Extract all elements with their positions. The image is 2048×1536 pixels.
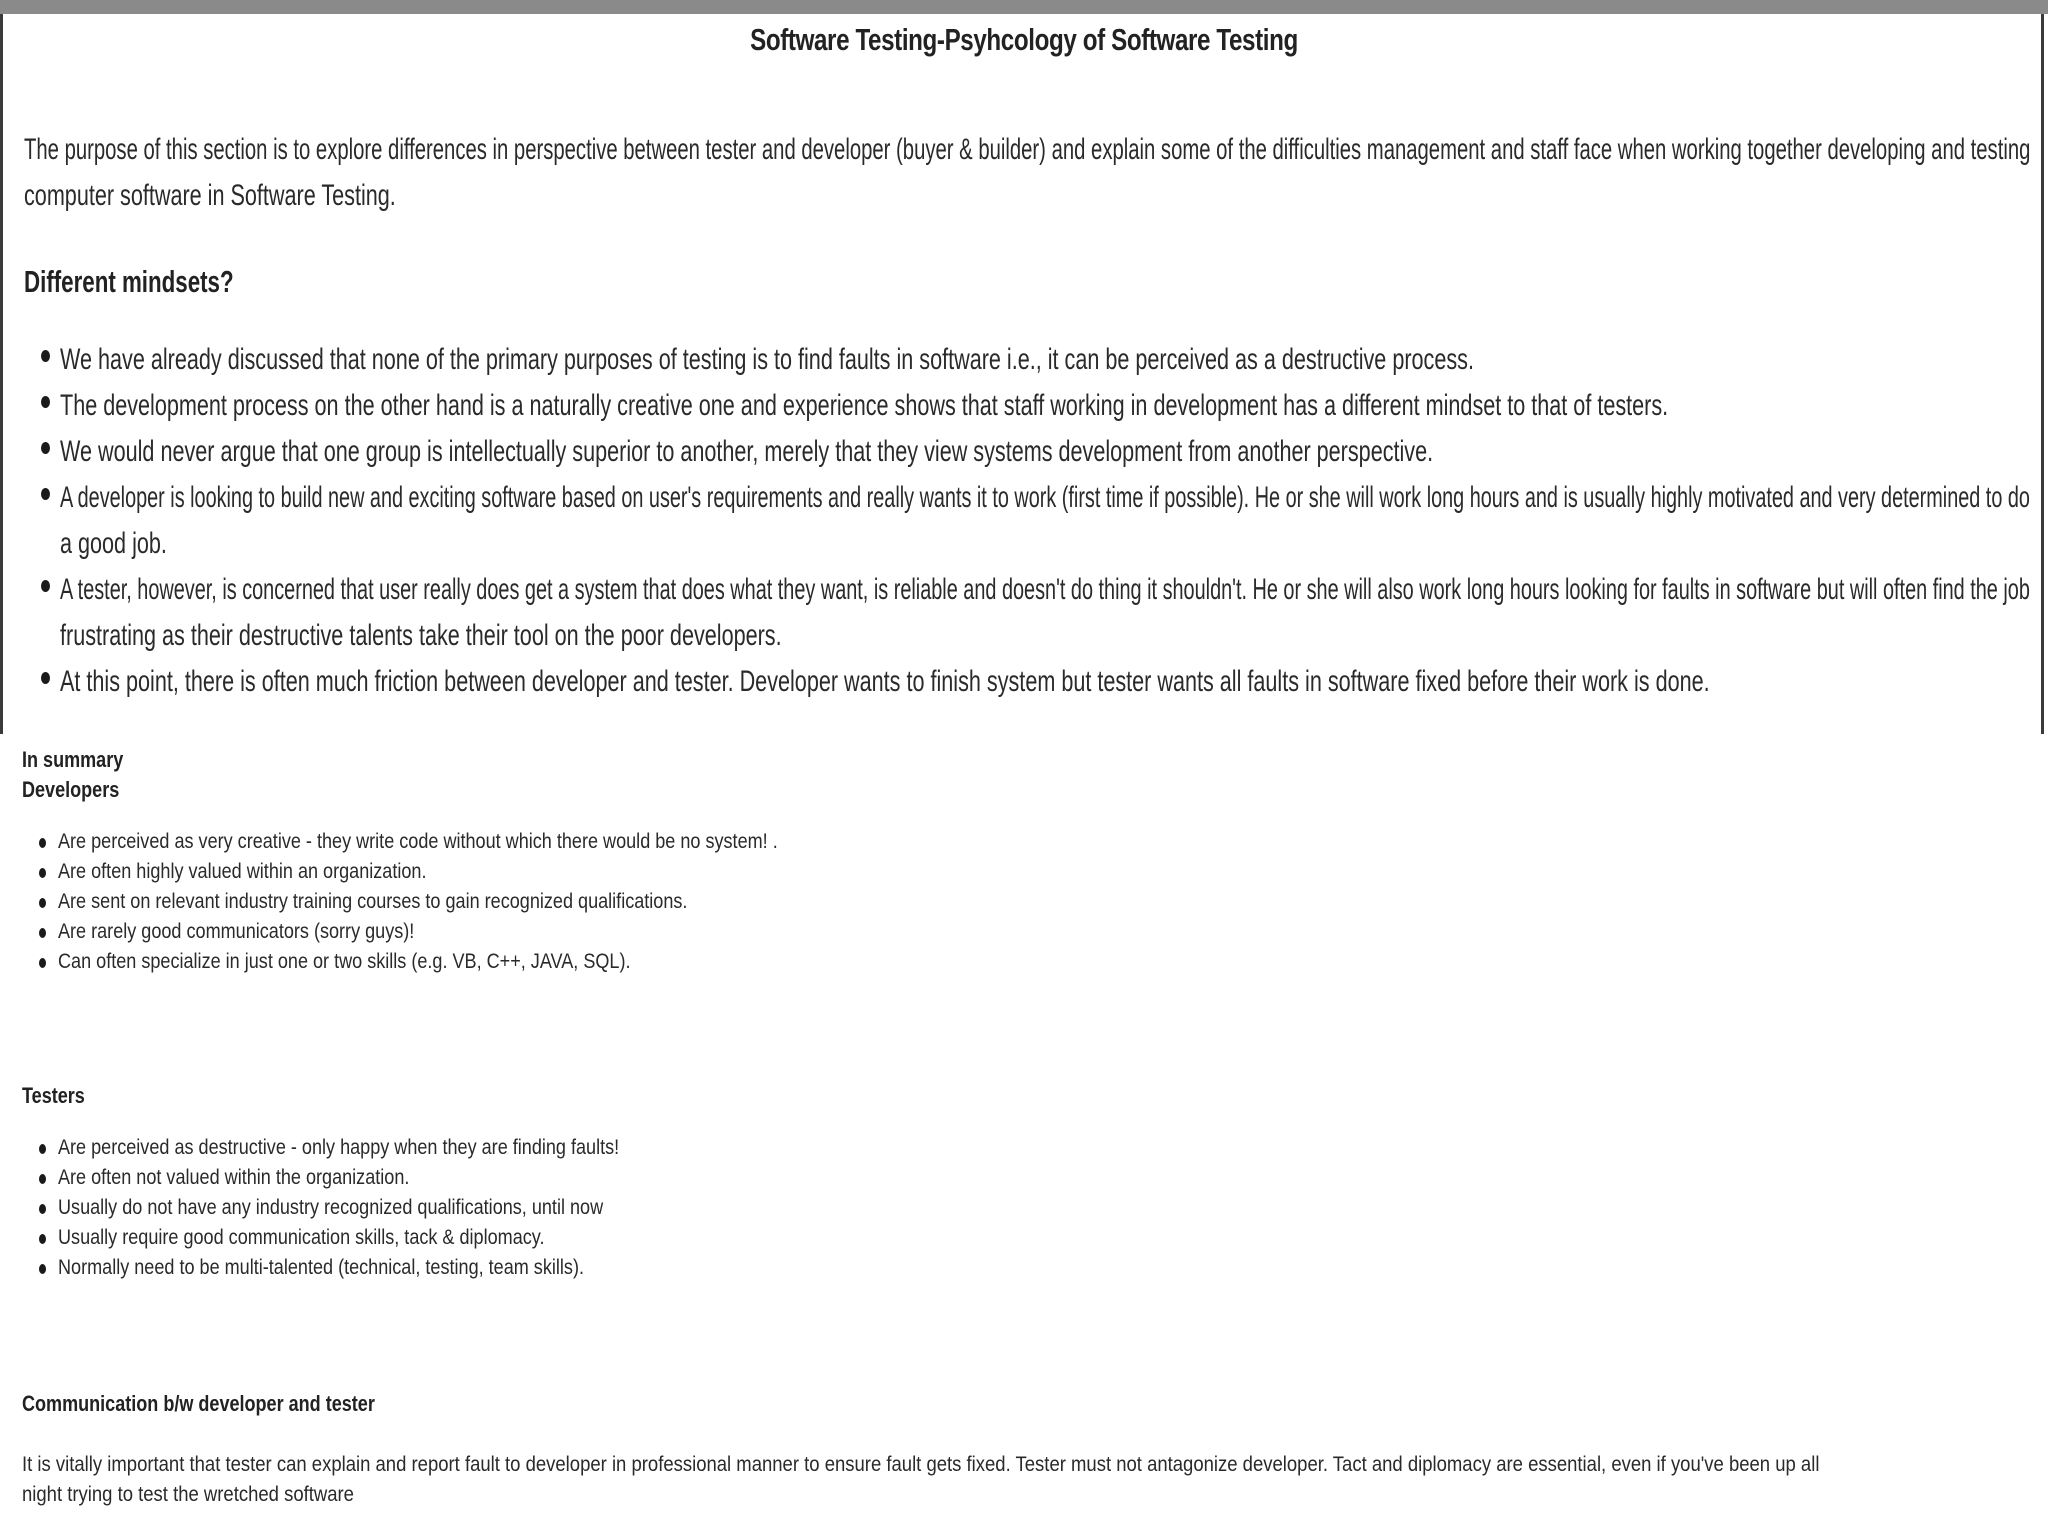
bullet-icon bbox=[39, 838, 46, 848]
window-top-bar bbox=[0, 0, 2048, 14]
list-item-text-cont: a good job. bbox=[60, 527, 167, 560]
list-item-text: Usually require good communication skills, tack & diplomacy. bbox=[58, 1226, 545, 1249]
list-item-text: Usually do not have any industry recognized qualifications, until now bbox=[58, 1196, 604, 1219]
bullet-icon bbox=[39, 1204, 46, 1214]
list-item-text: A tester, however, is concerned that user really does get a system that does what they want, is reliable and doesn't do thing it shouldn't. He or she will also work long hours looking for faults in software but will often find the job bbox=[60, 573, 2030, 606]
bullet-icon bbox=[39, 958, 46, 968]
bullet-icon bbox=[39, 928, 46, 938]
list-item-text: Are perceived as destructive - only happy when they are finding faults! bbox=[58, 1136, 620, 1159]
bullet-icon bbox=[39, 1144, 46, 1154]
bullet-icon bbox=[39, 1234, 46, 1244]
communication-line-2: night trying to test the wretched software bbox=[22, 1482, 354, 1506]
bullet-icon bbox=[41, 488, 50, 500]
communication-line-1: It is vitally important that tester can explain and report fault to developer in professional manner to ensure fault gets fixed. Tester must not antagonize developer. Tact and diplomacy are essential, even if you've been up all bbox=[22, 1452, 1820, 1476]
list-item-text: Are sent on relevant industry training courses to gain recognized qualifications. bbox=[58, 890, 688, 913]
list-item-text: Can often specialize in just one or two skills (e.g. VB, C++, JAVA, SQL). bbox=[58, 950, 631, 973]
communication-heading: Communication b/w developer and tester bbox=[22, 1391, 375, 1416]
summary-heading: In summary bbox=[22, 747, 124, 772]
list-item-text: The development process on the other hand is a naturally creative one and experience shows that staff working in development has a different mindset to that of testers. bbox=[60, 389, 1669, 422]
list-item-text: Normally need to be multi-talented (technical, testing, team skills). bbox=[58, 1256, 584, 1279]
developers-heading: Developers bbox=[22, 777, 120, 802]
bullet-icon bbox=[39, 1264, 46, 1274]
list-item-text: Are perceived as very creative - they write code without which there would be no system! . bbox=[58, 830, 778, 853]
list-item-text: We would never argue that one group is intellectually superior to another, merely that they view systems development from another perspective. bbox=[60, 435, 1434, 468]
bullet-icon bbox=[39, 1174, 46, 1184]
testers-heading: Testers bbox=[22, 1083, 85, 1108]
bullet-icon bbox=[39, 898, 46, 908]
intro-line-1: The purpose of this section is to explore differences in perspective between tester and developer (buyer & builder) and explain some of the difficulties management and staff face when working together developing and testing bbox=[24, 133, 2031, 166]
bullet-icon bbox=[41, 672, 50, 684]
intro-line-2: computer software in Software Testing. bbox=[24, 179, 396, 212]
page-title: Software Testing-Psyhcology of Software Testing bbox=[750, 22, 1298, 57]
bullet-icon bbox=[41, 396, 50, 408]
list-item-text: Are often not valued within the organization. bbox=[58, 1166, 410, 1189]
bullet-icon bbox=[41, 442, 50, 454]
list-item-text: Are rarely good communicators (sorry guys)! bbox=[58, 920, 415, 943]
bullet-icon bbox=[39, 868, 46, 878]
bullet-icon bbox=[41, 350, 50, 362]
mindsets-heading: Different mindsets? bbox=[24, 264, 234, 299]
list-item-text: We have already discussed that none of the primary purposes of testing is to find faults in software i.e., it can be perceived as a destructive process. bbox=[60, 343, 1474, 376]
list-item-text: Are often highly valued within an organization. bbox=[58, 860, 427, 883]
list-item-text: A developer is looking to build new and exciting software based on user's requirements and really wants it to work (first time if possible). He or she will work long hours and is usually highly motivated and very determined to do bbox=[60, 481, 2030, 514]
bullet-icon bbox=[41, 580, 50, 592]
list-item-text-cont: frustrating as their destructive talents take their tool on the poor developers. bbox=[60, 619, 782, 652]
list-item-text: At this point, there is often much friction between developer and tester. Developer wants to finish system but tester wants all faults in software fixed before their work is done. bbox=[60, 665, 1710, 698]
